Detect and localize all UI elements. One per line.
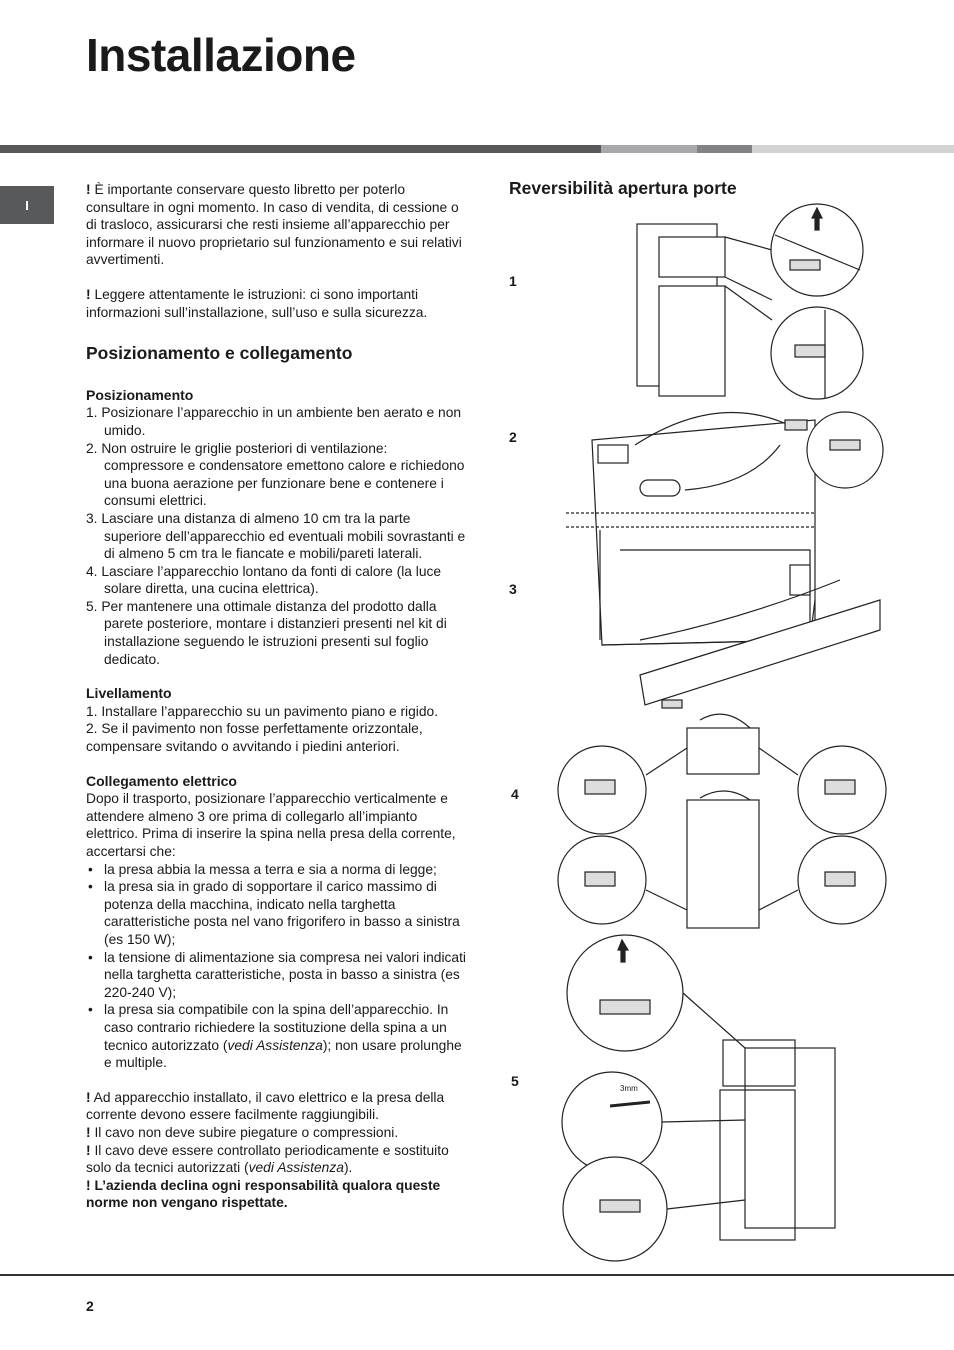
subheading-posizionamento: Posizionamento bbox=[86, 386, 194, 403]
header-bar-dark2 bbox=[697, 145, 752, 153]
livellamento-item-2: 2. Se il pavimento non fosse perfettamente orizzontale, compensare svitando o avvitando i piedini anteriori. bbox=[86, 721, 423, 755]
step-label-4: 4 bbox=[511, 786, 519, 802]
step-label-5: 5 bbox=[511, 1073, 519, 1089]
warning-1: ! Ad apparecchio installato, il cavo elettrico e la presa della corrente devono essere facilmente raggiungibili. bbox=[86, 1089, 445, 1123]
header-bar-mid bbox=[601, 145, 697, 153]
list-item: • la presa abbia la messa a terra e sia a norma di legge; bbox=[86, 861, 466, 879]
subheading-livellamento: Livellamento bbox=[86, 685, 172, 702]
section-heading-posizionamento-collegamento: Posizionamento e collegamento bbox=[86, 343, 353, 364]
list-item: 1. Posizionare l’apparecchio in un ambiente ben aerato e non umido. bbox=[86, 405, 462, 438]
step4-illustration bbox=[558, 714, 886, 928]
footer-rule bbox=[0, 1274, 954, 1276]
drill-size-label: 3mm bbox=[620, 1084, 638, 1093]
step5-illustration bbox=[562, 935, 835, 1261]
warning-4: ! L’azienda declina ogni responsabilità qualora queste norme non vengano rispettate. bbox=[86, 1177, 441, 1211]
page-title: Installazione bbox=[86, 29, 356, 81]
list-item: • la presa sia compatibile con la spina dell’apparecchio. In caso contrario richiedere la sostituzione della spina a un tecnico autorizzato (vedi Assistenza); non usare prolunghe e multiple. bbox=[86, 1001, 466, 1071]
warning-3: ! Il cavo deve essere controllato periodicamente e sostituito solo da tecnici autorizzati (vedi Assistenza). bbox=[86, 1142, 449, 1176]
header-bar-dark bbox=[0, 145, 601, 153]
section-heading-reversibilita: Reversibilità apertura porte bbox=[509, 178, 737, 198]
step2-3-illustration bbox=[566, 412, 883, 708]
list-item: 2. Non ostruire le griglie posteriori di ventilazione: compressore e condensatore emettono calore e richiedono una buona aerazione per funzionare bene e contenere i consumi elettrici. bbox=[86, 440, 465, 509]
subheading-collegamento-elettrico: Collegamento elettrico bbox=[86, 772, 237, 789]
collegamento-intro: Dopo il trasporto, posizionare l’apparecchio verticalmente e attendere almeno 3 ore prima di collegarlo all’impianto elettrico. Prima di inserire la spina nella presa della corrente, accertarsi che: bbox=[86, 791, 456, 859]
step-label-2: 2 bbox=[509, 429, 517, 445]
header-bar-light bbox=[752, 145, 954, 153]
intro-note-2: ! Leggere attentamente le istruzioni: ci sono importanti informazioni sull’installazione, sull’uso e sulla sicurezza. bbox=[86, 286, 428, 320]
posizionamento-list bbox=[86, 404, 466, 668]
list-item: 4. Lasciare l’apparecchio lontano da fonti di calore (la luce solare diretta, una cucina elettrica). bbox=[86, 563, 442, 597]
list-item: • la presa sia in grado di sopportare il carico massimo di potenza della macchina, indicato nella targhetta caratteristiche posta nel vano frigorifero in basso a sinistra (es 150 W); bbox=[86, 878, 466, 948]
language-tab: I bbox=[0, 186, 54, 224]
list-item: • la tensione di alimentazione sia compresa nei valori indicati nella targhetta caratteristiche, posta in basso a sinistra (es 220-240 V); bbox=[86, 949, 466, 1002]
intro-note-1: ! È importante conservare questo libretto per poterlo consultare in ogni momento. In caso di vendita, di cessione o di trasloco, assicurarsi che resti insieme all’apparecchio per informare il nuovo proprietario sul funzionamento e sui relativi avvertimenti. bbox=[86, 182, 462, 268]
page-number: 2 bbox=[86, 1298, 94, 1314]
door-reversal-diagram bbox=[540, 200, 954, 1265]
left-column bbox=[86, 181, 466, 1212]
collegamento-bullets bbox=[86, 861, 466, 1072]
step1-illustration bbox=[637, 204, 863, 399]
step-label-3: 3 bbox=[509, 581, 517, 597]
list-item: 5. Per mantenere una ottimale distanza del prodotto dalla parete posteriore, montare i distanzieri presenti nel kit di installazione seguendo le istruzioni presenti sul foglio dedicato. bbox=[86, 598, 447, 667]
step-label-1: 1 bbox=[509, 273, 517, 289]
list-item: 3. Lasciare una distanza di almeno 10 cm tra la parte superiore dell’apparecchio ed eventuali mobili sovrastanti e di almeno 5 cm tra le fiancate e mobili/pareti laterali. bbox=[86, 510, 466, 562]
livellamento-item-1: 1. Installare l’apparecchio su un pavimento piano e rigido. bbox=[86, 703, 439, 719]
warning-2: ! Il cavo non deve subire piegature o compressioni. bbox=[86, 1124, 399, 1140]
